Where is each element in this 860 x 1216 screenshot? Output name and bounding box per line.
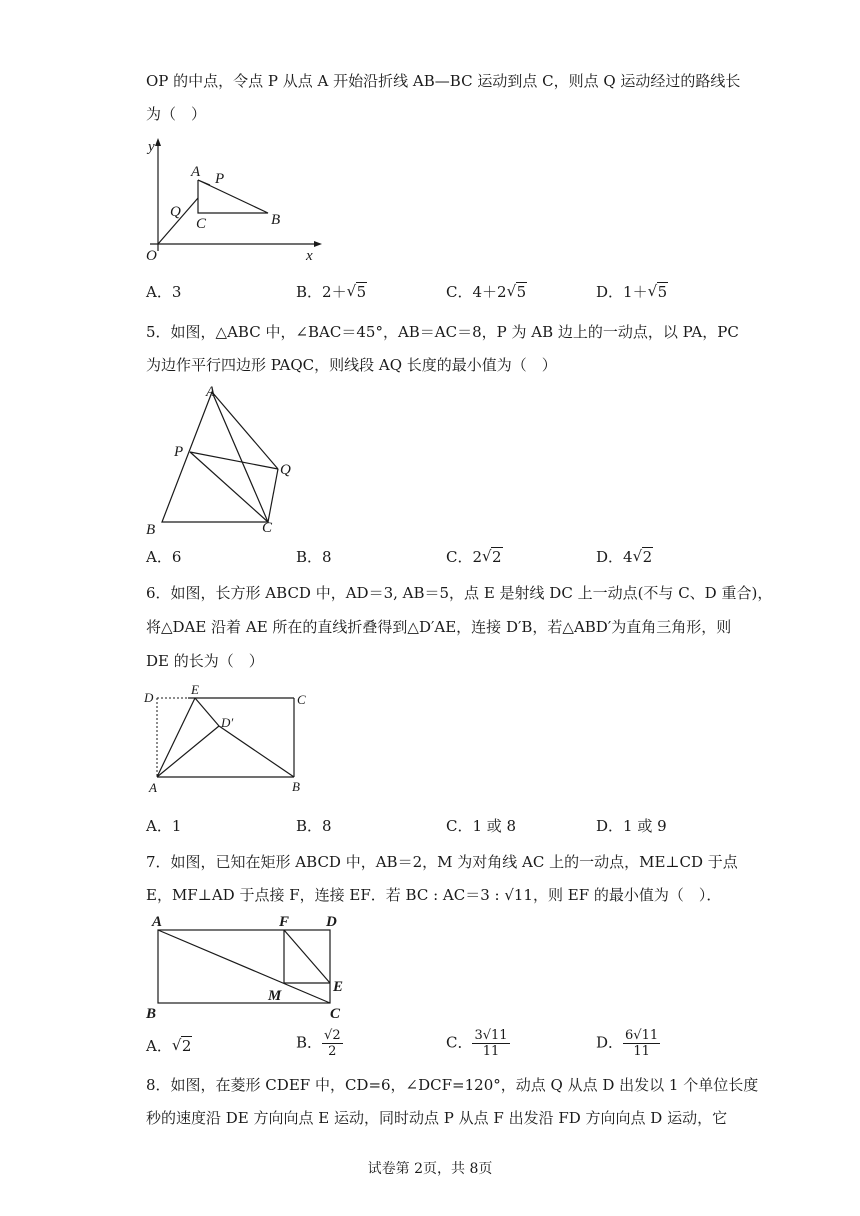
q5-text-line1: 5．如图，△ABC 中，∠BAC＝45°，AB＝AC＝8，P 为 AB 边上的一动点，以 PA，PC [146,323,739,341]
q4-text-line2: 为（ ） [146,105,207,123]
q4-label-p: P [215,171,225,187]
q5-label-b: B [146,522,156,538]
q4-figure [140,136,330,266]
q5-label-a: A [206,384,216,400]
q6-label-c: C [297,692,306,707]
q4-option-d: D．1＋√ 5 [596,281,668,303]
q7-label-a: A [152,914,163,930]
q6-label-d: D [144,690,154,705]
q4-option-c: C．4＋2√ 5 [446,281,527,303]
q7-label-c: C [330,1006,341,1022]
q4-option-a: A．3 [146,283,182,301]
q7-text-line2: E，MF⊥AD 于点接 F，连接 EF．若 BC : AC＝3 : √11，则 EF 的最小值为（ ）． [146,886,722,904]
page-footer: 试卷第 2页，共 8页 [367,1161,493,1177]
q7-option-c: C． $\frac{3√11}{11}$ [446,1028,508,1059]
q5-label-p: P [174,444,184,460]
q7-option-a: A．√ 2 [146,1035,192,1057]
q6-text-line2: 将△DAE 沿着 AE 所在的直线折叠得到△D′AE，连接 D′B，若△ABD′为直角三角形，则 [146,618,732,636]
q8-text-line1: 8．如图，在菱形 CDEF 中，CD=6，∠DCF=120°，动点 Q 从点 D 出发以 1 个单位长度 [146,1076,759,1094]
q5-option-c: C．2√ 2 [446,546,503,568]
q4-label-q: Q [170,204,181,220]
q4-label-c: C [196,216,207,232]
q7-figure [140,910,360,1025]
q4-option-b: B．2＋√ 5 [296,281,367,303]
q5-text-line2: 为边作平行四边形 PAQC，则线段 AQ 长度的最小值为（ ） [146,356,557,374]
q6-text-line1: 6．如图，长方形 ABCD 中，AD＝3, AB＝5，点 E 是射线 DC 上一动点(不与 C、D 重合)， [146,584,773,602]
q5-label-q: Q [280,462,291,478]
q7-label-f: F [279,914,290,930]
q7-label-e: E [333,979,344,995]
q6-label-a: A [149,780,157,795]
q4-text-line1: OP 的中点，令点 P 从点 A 开始沿折线 AB—BC 运动到点 C，则点 Q 运动经过的路线长 [146,72,741,90]
q6-label-e: E [191,682,199,697]
q6-figure [140,680,320,800]
q4-label-y: y [148,139,155,155]
q4-label-x: x [306,248,313,264]
q7-option-d: D． $\frac{6√11}{11}$ [596,1028,659,1059]
q5-option-a: A．6 [146,548,182,566]
q4-label-a: A [191,164,201,180]
q6-text-line3: DE 的长为（ ） [146,652,264,670]
q4-label-b: B [271,212,281,228]
q7-label-d: D [326,914,337,930]
q6-label-b: B [292,779,300,794]
q8-text-line2: 秒的速度沿 DE 方向向点 E 运动，同时动点 P 从点 F 出发沿 FD 方向向点 D 运动，它 [146,1109,728,1127]
q7-label-b: B [146,1006,157,1022]
q5-option-b: B．8 [296,548,332,566]
q6-option-a: A．1 [146,817,182,835]
q4-label-o: O [146,248,157,264]
q5-label-c: C [262,520,273,536]
q6-label-dprime: D′ [221,715,234,730]
q7-text-line1: 7．如图，已知在矩形 ABCD 中，AB＝2，M 为对角线 AC 上的一动点，ME⊥CD 于点 [146,853,738,871]
q6-option-c: C．1 或 8 [446,817,517,835]
q7-label-m: M [268,988,282,1004]
q6-option-d: D．1 或 9 [596,817,667,835]
q5-option-d: D．4√ 2 [596,546,653,568]
q7-option-b: B． $\frac{√2}{2}$ [296,1028,341,1059]
q5-figure [140,382,310,542]
q6-option-b: B．8 [296,817,332,835]
